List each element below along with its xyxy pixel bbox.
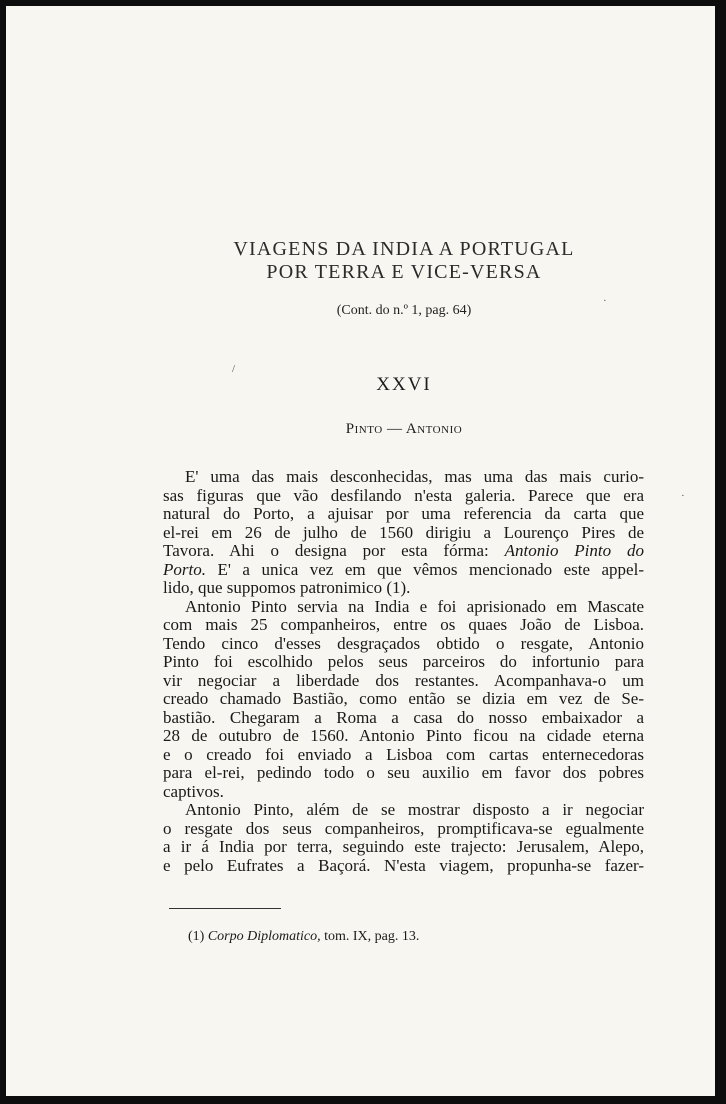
text-line: Tendo cinco d'esses desgraçados obtido o resgate, Antonio xyxy=(163,634,644,653)
text-line: natural do Porto, a ajuisar por uma referencia da carta que xyxy=(163,505,644,523)
text-line: e o creado foi enviado a Lisboa com cartas enternecedoras xyxy=(163,745,644,764)
text-line: para el-rei, pedindo todo o seu auxilio em favor dos pobres xyxy=(163,764,644,782)
footnote-divider xyxy=(169,908,281,909)
text-line: captivos. xyxy=(163,782,224,801)
text-line: el-rei em 26 de julho de 1560 dirigiu a Lourenço Pires de xyxy=(163,523,644,542)
text-run: Tavora. Ahi o designa por esta fórma: xyxy=(163,542,505,560)
section-heading: Pinto — Antonio xyxy=(345,421,463,437)
chapter-number: XXVI xyxy=(376,374,432,395)
italic-citation: Porto. xyxy=(163,560,206,579)
article-title xyxy=(6,238,715,284)
body-text xyxy=(163,468,644,875)
ink-speck: · xyxy=(603,295,607,307)
text-line xyxy=(163,542,644,561)
text-line: a ir á India por terra, seguindo este trajecto: Jerusalem, Alepo, xyxy=(163,838,644,856)
document-page xyxy=(6,6,715,1096)
footnote-marker: (1) xyxy=(188,929,205,944)
ink-speck: / xyxy=(232,363,236,375)
ink-speck: · xyxy=(681,490,685,502)
text-line: Antonio Pinto, além de se mostrar disposto a ir negociar xyxy=(185,801,644,819)
text-line: e pelo Eufrates a Baçorá. N'esta viagem, propunha-se fazer- xyxy=(163,856,644,875)
text-line: lido, que suppomos patronimico (1). xyxy=(163,579,411,597)
text-line: o resgate dos seus companheiros, promptificava-se egualmente xyxy=(163,819,644,838)
text-line: E' uma das mais desconhecidas, mas uma das mais curio- xyxy=(185,468,644,486)
text-line: vir negociar a liberdade dos restantes. Acompanhava-o um xyxy=(163,671,644,690)
text-line: sas figuras que vão desfilando n'esta galeria. Parece que era xyxy=(163,486,644,505)
title-line-1: VIAGENS DA INDIA A PORTUGAL xyxy=(233,238,575,260)
footnote-reference: tom. IX, pag. 13. xyxy=(324,929,420,944)
text-line: creado chamado Bastião, como então se dizia em vez de Se- xyxy=(163,690,644,708)
text-line: com mais 25 companheiros, entre os quaes João de Lisboa. xyxy=(163,616,644,634)
text-run: E' a unica vez em que vêmos mencionado este appel- xyxy=(205,560,644,579)
text-line: Antonio Pinto servia na India e foi aprisionado em Mascate xyxy=(185,597,644,616)
title-line-2: POR TERRA E VICE-VERSA xyxy=(266,261,542,283)
text-line: Pinto foi escolhido pelos seus parceiros do infortunio para xyxy=(163,653,644,671)
italic-citation: Antonio Pinto do xyxy=(504,542,644,560)
text-line: bastião. Chegaram a Roma a casa do nosso embaixador a xyxy=(163,708,644,727)
footnote xyxy=(188,929,419,945)
footnote-citation: Corpo Diplomatico, xyxy=(207,929,321,944)
text-line: 28 de outubro de 1560. Antonio Pinto ficou na cidade eterna xyxy=(163,727,644,745)
text-line xyxy=(163,561,644,580)
continuation-note: (Cont. do n.º 1, pag. 64) xyxy=(336,303,472,318)
